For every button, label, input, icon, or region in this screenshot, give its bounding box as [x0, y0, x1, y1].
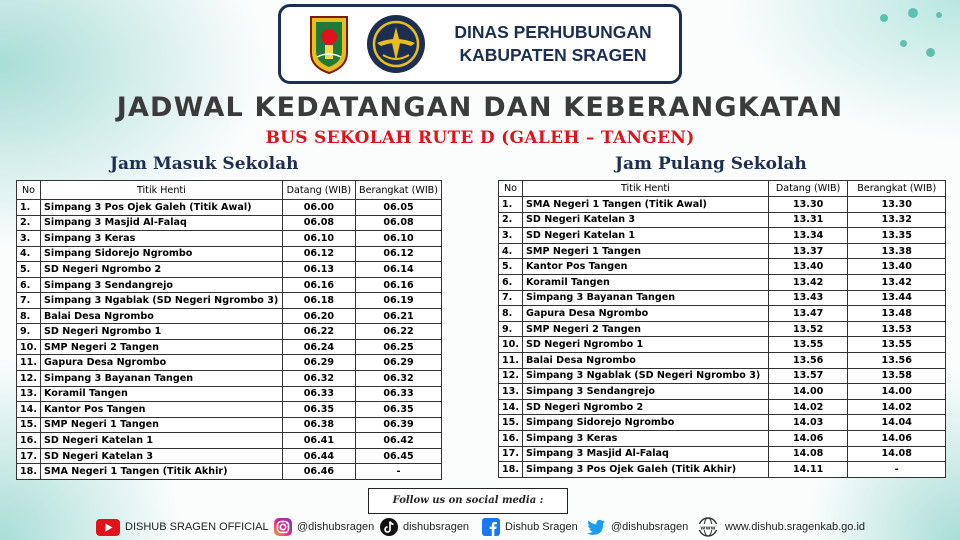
table-row — [17, 417, 442, 433]
table-row — [499, 228, 946, 244]
departure-time: 14.08 — [848, 446, 946, 462]
arrival-time: 13.47 — [768, 306, 848, 322]
departure-time: 13.48 — [848, 306, 946, 322]
table-row — [499, 384, 946, 400]
arrival-time: 13.43 — [768, 290, 848, 306]
departure-time: 13.56 — [848, 352, 946, 368]
row-number: 18. — [17, 464, 41, 480]
departure-time: 13.38 — [848, 243, 946, 259]
stop-name: Simpang 3 Keras — [41, 231, 283, 247]
col-header-departure: Berangkat (WIB) — [356, 181, 442, 200]
table-row — [499, 399, 946, 415]
arrival-time: 06.12 — [282, 246, 355, 262]
row-number: 2. — [499, 212, 523, 228]
tiktok-link[interactable] — [380, 516, 469, 538]
stop-name: Simpang 3 Sendangrejo — [523, 384, 769, 400]
morning-schedule-table — [16, 180, 442, 480]
stop-name: Simpang Sidorejo Ngrombo — [41, 246, 283, 262]
table-row — [499, 462, 946, 478]
departure-time: 06.22 — [356, 324, 442, 340]
stop-name: Simpang 3 Masjid Al-Falaq — [523, 446, 769, 462]
stop-name: Simpang Sidorejo Ngrombo — [523, 415, 769, 431]
table-row — [17, 371, 442, 387]
arrival-time: 14.08 — [768, 446, 848, 462]
row-number: 11. — [17, 355, 41, 371]
departure-time: 13.35 — [848, 228, 946, 244]
arrival-time: 13.56 — [768, 352, 848, 368]
www-icon — [696, 517, 720, 537]
arrival-time: 06.08 — [282, 215, 355, 231]
table-row — [499, 212, 946, 228]
morning-table-body — [17, 200, 442, 480]
youtube-label: DISHUB SRAGEN OFFICIAL — [125, 521, 269, 533]
row-number: 15. — [17, 417, 41, 433]
row-number: 9. — [17, 324, 41, 340]
row-number: 15. — [499, 415, 523, 431]
stop-name: Balai Desa Ngrombo — [41, 308, 283, 324]
arrival-time: 13.57 — [768, 368, 848, 384]
table-header-row — [499, 181, 946, 197]
row-number: 1. — [499, 197, 523, 213]
instagram-icon — [274, 518, 292, 536]
stop-name: SD Negeri Ngrombo 2 — [523, 399, 769, 415]
departure-time: 06.08 — [356, 215, 442, 231]
stop-name: SD Negeri Ngrombo 1 — [41, 324, 283, 340]
departure-time: 06.35 — [356, 402, 442, 418]
stop-name: Simpang 3 Keras — [523, 430, 769, 446]
col-header-no: No — [17, 181, 41, 200]
row-number: 8. — [499, 306, 523, 322]
org-line-2: KABUPATEN SRAGEN — [459, 45, 647, 65]
stop-name: SMA Negeri 1 Tangen (Titik Akhir) — [41, 464, 283, 480]
row-number: 16. — [17, 433, 41, 449]
decor-dot — [926, 48, 935, 57]
row-number: 13. — [17, 386, 41, 402]
table-row — [17, 339, 442, 355]
departure-time: 13.32 — [848, 212, 946, 228]
stop-name: Gapura Desa Ngrombo — [41, 355, 283, 371]
table-row — [17, 200, 442, 216]
departure-time: 06.39 — [356, 417, 442, 433]
twitter-link[interactable] — [586, 516, 688, 538]
page-subtitle: BUS SEKOLAH RUTE D (GALEH – TANGEN) — [265, 128, 695, 148]
stop-name: Balai Desa Ngrombo — [523, 352, 769, 368]
table-row — [499, 337, 946, 353]
decor-dot — [908, 8, 918, 18]
arrival-time: 06.00 — [282, 200, 355, 216]
stop-name: SMP Negeri 1 Tangen — [523, 243, 769, 259]
table-row — [17, 215, 442, 231]
departure-time: 06.42 — [356, 433, 442, 449]
departure-time: 06.10 — [356, 231, 442, 247]
departure-time: 06.14 — [356, 262, 442, 278]
website-link[interactable] — [696, 516, 865, 538]
arrival-time: 13.52 — [768, 321, 848, 337]
row-number: 4. — [17, 246, 41, 262]
youtube-link[interactable] — [96, 516, 269, 538]
youtube-icon — [96, 519, 120, 536]
stop-name: Simpang 3 Ngablak (SD Negeri Ngrombo 3) — [523, 368, 769, 384]
sragen-regency-emblem-icon — [307, 13, 351, 75]
arrival-time: 06.44 — [282, 448, 355, 464]
arrival-time: 13.40 — [768, 259, 848, 275]
table-row — [499, 259, 946, 275]
row-number: 6. — [499, 274, 523, 290]
table-row — [499, 321, 946, 337]
table-row — [499, 415, 946, 431]
departure-time: 13.30 — [848, 197, 946, 213]
row-number: 11. — [499, 352, 523, 368]
row-number: 17. — [17, 448, 41, 464]
arrival-time: 06.33 — [282, 386, 355, 402]
table-row — [17, 246, 442, 262]
departure-time: - — [848, 462, 946, 478]
organization-name — [443, 21, 663, 67]
row-number: 1. — [17, 200, 41, 216]
row-number: 2. — [17, 215, 41, 231]
arrival-time: 06.13 — [282, 262, 355, 278]
row-number: 8. — [17, 308, 41, 324]
departure-time: 13.55 — [848, 337, 946, 353]
arrival-time: 06.46 — [282, 464, 355, 480]
col-header-stop: Titik Henti — [41, 181, 283, 200]
table-row — [499, 368, 946, 384]
row-number: 3. — [499, 228, 523, 244]
org-line-1: DINAS PERHUBUNGAN — [454, 22, 652, 42]
stop-name: Simpang 3 Bayanan Tangen — [523, 290, 769, 306]
col-header-arrival: Datang (WIB) — [282, 181, 355, 200]
tiktok-label: dishubsragen — [403, 521, 470, 533]
header-box — [278, 4, 682, 84]
table-row — [499, 290, 946, 306]
twitter-icon — [586, 518, 606, 536]
arrival-time: 13.55 — [768, 337, 848, 353]
departure-time: 14.02 — [848, 399, 946, 415]
arrival-time: 14.11 — [768, 462, 848, 478]
stop-name: SMP Negeri 2 Tangen — [523, 321, 769, 337]
stop-name: Simpang 3 Pos Ojek Galeh (Titik Akhir) — [523, 462, 769, 478]
afternoon-table-body — [499, 197, 946, 478]
row-number: 7. — [17, 293, 41, 309]
row-number: 9. — [499, 321, 523, 337]
arrival-time: 06.22 — [282, 324, 355, 340]
table-row — [17, 262, 442, 278]
page-title: JADWAL KEDATANGAN DAN KEBERANGKATAN — [116, 92, 844, 123]
table-row — [499, 274, 946, 290]
row-number: 12. — [499, 368, 523, 384]
departure-time: 13.58 — [848, 368, 946, 384]
row-number: 10. — [499, 337, 523, 353]
arrival-time: 06.24 — [282, 339, 355, 355]
arrival-time: 13.31 — [768, 212, 848, 228]
morning-schedule-title: Jam Masuk Sekolah — [110, 154, 299, 174]
arrival-time: 06.38 — [282, 417, 355, 433]
stop-name: Simpang 3 Ngablak (SD Negeri Ngrombo 3) — [41, 293, 283, 309]
row-number: 6. — [17, 277, 41, 293]
col-header-no: No — [499, 181, 523, 197]
departure-time: 06.05 — [356, 200, 442, 216]
tiktok-icon — [380, 518, 398, 536]
stop-name: SD Negeri Ngrombo 1 — [523, 337, 769, 353]
col-header-stop: Titik Henti — [523, 181, 769, 197]
stop-name: SD Negeri Katelan 1 — [523, 228, 769, 244]
arrival-time: 06.20 — [282, 308, 355, 324]
table-row — [499, 197, 946, 213]
facebook-icon — [482, 518, 500, 536]
departure-time: 13.42 — [848, 274, 946, 290]
arrival-time: 06.32 — [282, 371, 355, 387]
departure-time: 06.19 — [356, 293, 442, 309]
departure-time: 06.29 — [356, 355, 442, 371]
table-row — [499, 430, 946, 446]
row-number: 3. — [17, 231, 41, 247]
decor-dot — [880, 14, 888, 22]
decor-dot — [900, 40, 907, 47]
row-number: 12. — [17, 371, 41, 387]
svg-text:www: www — [700, 525, 716, 532]
website-label: www.dishub.sragenkab.go.id — [725, 521, 866, 533]
departure-time: 13.40 — [848, 259, 946, 275]
arrival-time: 13.30 — [768, 197, 848, 213]
table-header-row — [17, 181, 442, 200]
arrival-time: 06.18 — [282, 293, 355, 309]
arrival-time: 06.16 — [282, 277, 355, 293]
row-number: 5. — [17, 262, 41, 278]
stop-name: Simpang 3 Masjid Al-Falaq — [41, 215, 283, 231]
row-number: 14. — [17, 402, 41, 418]
table-row — [17, 464, 442, 480]
stop-name: Simpang 3 Sendangrejo — [41, 277, 283, 293]
arrival-time: 06.29 — [282, 355, 355, 371]
row-number: 7. — [499, 290, 523, 306]
departure-time: 06.12 — [356, 246, 442, 262]
row-number: 13. — [499, 384, 523, 400]
twitter-label: @dishubsragen — [611, 521, 689, 533]
stop-name: Koramil Tangen — [523, 274, 769, 290]
arrival-time: 14.02 — [768, 399, 848, 415]
arrival-time: 13.34 — [768, 228, 848, 244]
instagram-link[interactable] — [274, 516, 374, 538]
stop-name: Gapura Desa Ngrombo — [523, 306, 769, 322]
instagram-label: @dishubsragen — [297, 521, 375, 533]
arrival-time: 14.03 — [768, 415, 848, 431]
row-number: 14. — [499, 399, 523, 415]
table-row — [17, 308, 442, 324]
arrival-time: 06.10 — [282, 231, 355, 247]
table-row — [499, 243, 946, 259]
stop-name: SD Negeri Katelan 3 — [41, 448, 283, 464]
row-number: 10. — [17, 339, 41, 355]
departure-time: 14.04 — [848, 415, 946, 431]
table-row — [17, 355, 442, 371]
stop-name: Simpang 3 Pos Ojek Galeh (Titik Awal) — [41, 200, 283, 216]
arrival-time: 14.00 — [768, 384, 848, 400]
row-number: 18. — [499, 462, 523, 478]
follow-us-label: Follow us on social media : — [368, 488, 568, 514]
table-row — [17, 448, 442, 464]
departure-time: - — [356, 464, 442, 480]
table-row — [17, 277, 442, 293]
departure-time: 14.00 — [848, 384, 946, 400]
table-row — [499, 446, 946, 462]
departure-time: 06.21 — [356, 308, 442, 324]
stop-name: SMP Negeri 1 Tangen — [41, 417, 283, 433]
departure-time: 13.44 — [848, 290, 946, 306]
stop-name: SMA Negeri 1 Tangen (Titik Awal) — [523, 197, 769, 213]
table-row — [499, 352, 946, 368]
afternoon-schedule-title: Jam Pulang Sekolah — [615, 154, 807, 174]
departure-time: 06.16 — [356, 277, 442, 293]
stop-name: Koramil Tangen — [41, 386, 283, 402]
table-row — [499, 306, 946, 322]
table-row — [17, 231, 442, 247]
arrival-time: 14.06 — [768, 430, 848, 446]
stop-name: SD Negeri Katelan 1 — [41, 433, 283, 449]
arrival-time: 13.37 — [768, 243, 848, 259]
arrival-time: 06.35 — [282, 402, 355, 418]
departure-time: 06.32 — [356, 371, 442, 387]
departure-time: 06.25 — [356, 339, 442, 355]
row-number: 4. — [499, 243, 523, 259]
table-row — [17, 402, 442, 418]
stop-name: SD Negeri Katelan 3 — [523, 212, 769, 228]
facebook-label: Dishub Sragen — [505, 521, 578, 533]
row-number: 5. — [499, 259, 523, 275]
row-number: 17. — [499, 446, 523, 462]
ministry-of-transportation-logo-icon — [365, 13, 427, 75]
afternoon-schedule-table — [498, 180, 946, 478]
facebook-link[interactable] — [482, 516, 578, 538]
col-header-arrival: Datang (WIB) — [768, 181, 848, 197]
arrival-time: 13.42 — [768, 274, 848, 290]
table-row — [17, 324, 442, 340]
table-row — [17, 293, 442, 309]
departure-time: 14.06 — [848, 430, 946, 446]
departure-time: 06.45 — [356, 448, 442, 464]
stop-name: Simpang 3 Bayanan Tangen — [41, 371, 283, 387]
arrival-time: 06.41 — [282, 433, 355, 449]
stop-name: Kantor Pos Tangen — [523, 259, 769, 275]
stop-name: SD Negeri Ngrombo 2 — [41, 262, 283, 278]
table-row — [17, 433, 442, 449]
stop-name: SMP Negeri 2 Tangen — [41, 339, 283, 355]
table-row — [17, 386, 442, 402]
departure-time: 06.33 — [356, 386, 442, 402]
col-header-departure: Berangkat (WIB) — [848, 181, 946, 197]
departure-time: 13.53 — [848, 321, 946, 337]
row-number: 16. — [499, 430, 523, 446]
stop-name: Kantor Pos Tangen — [41, 402, 283, 418]
decor-dot — [936, 12, 942, 18]
